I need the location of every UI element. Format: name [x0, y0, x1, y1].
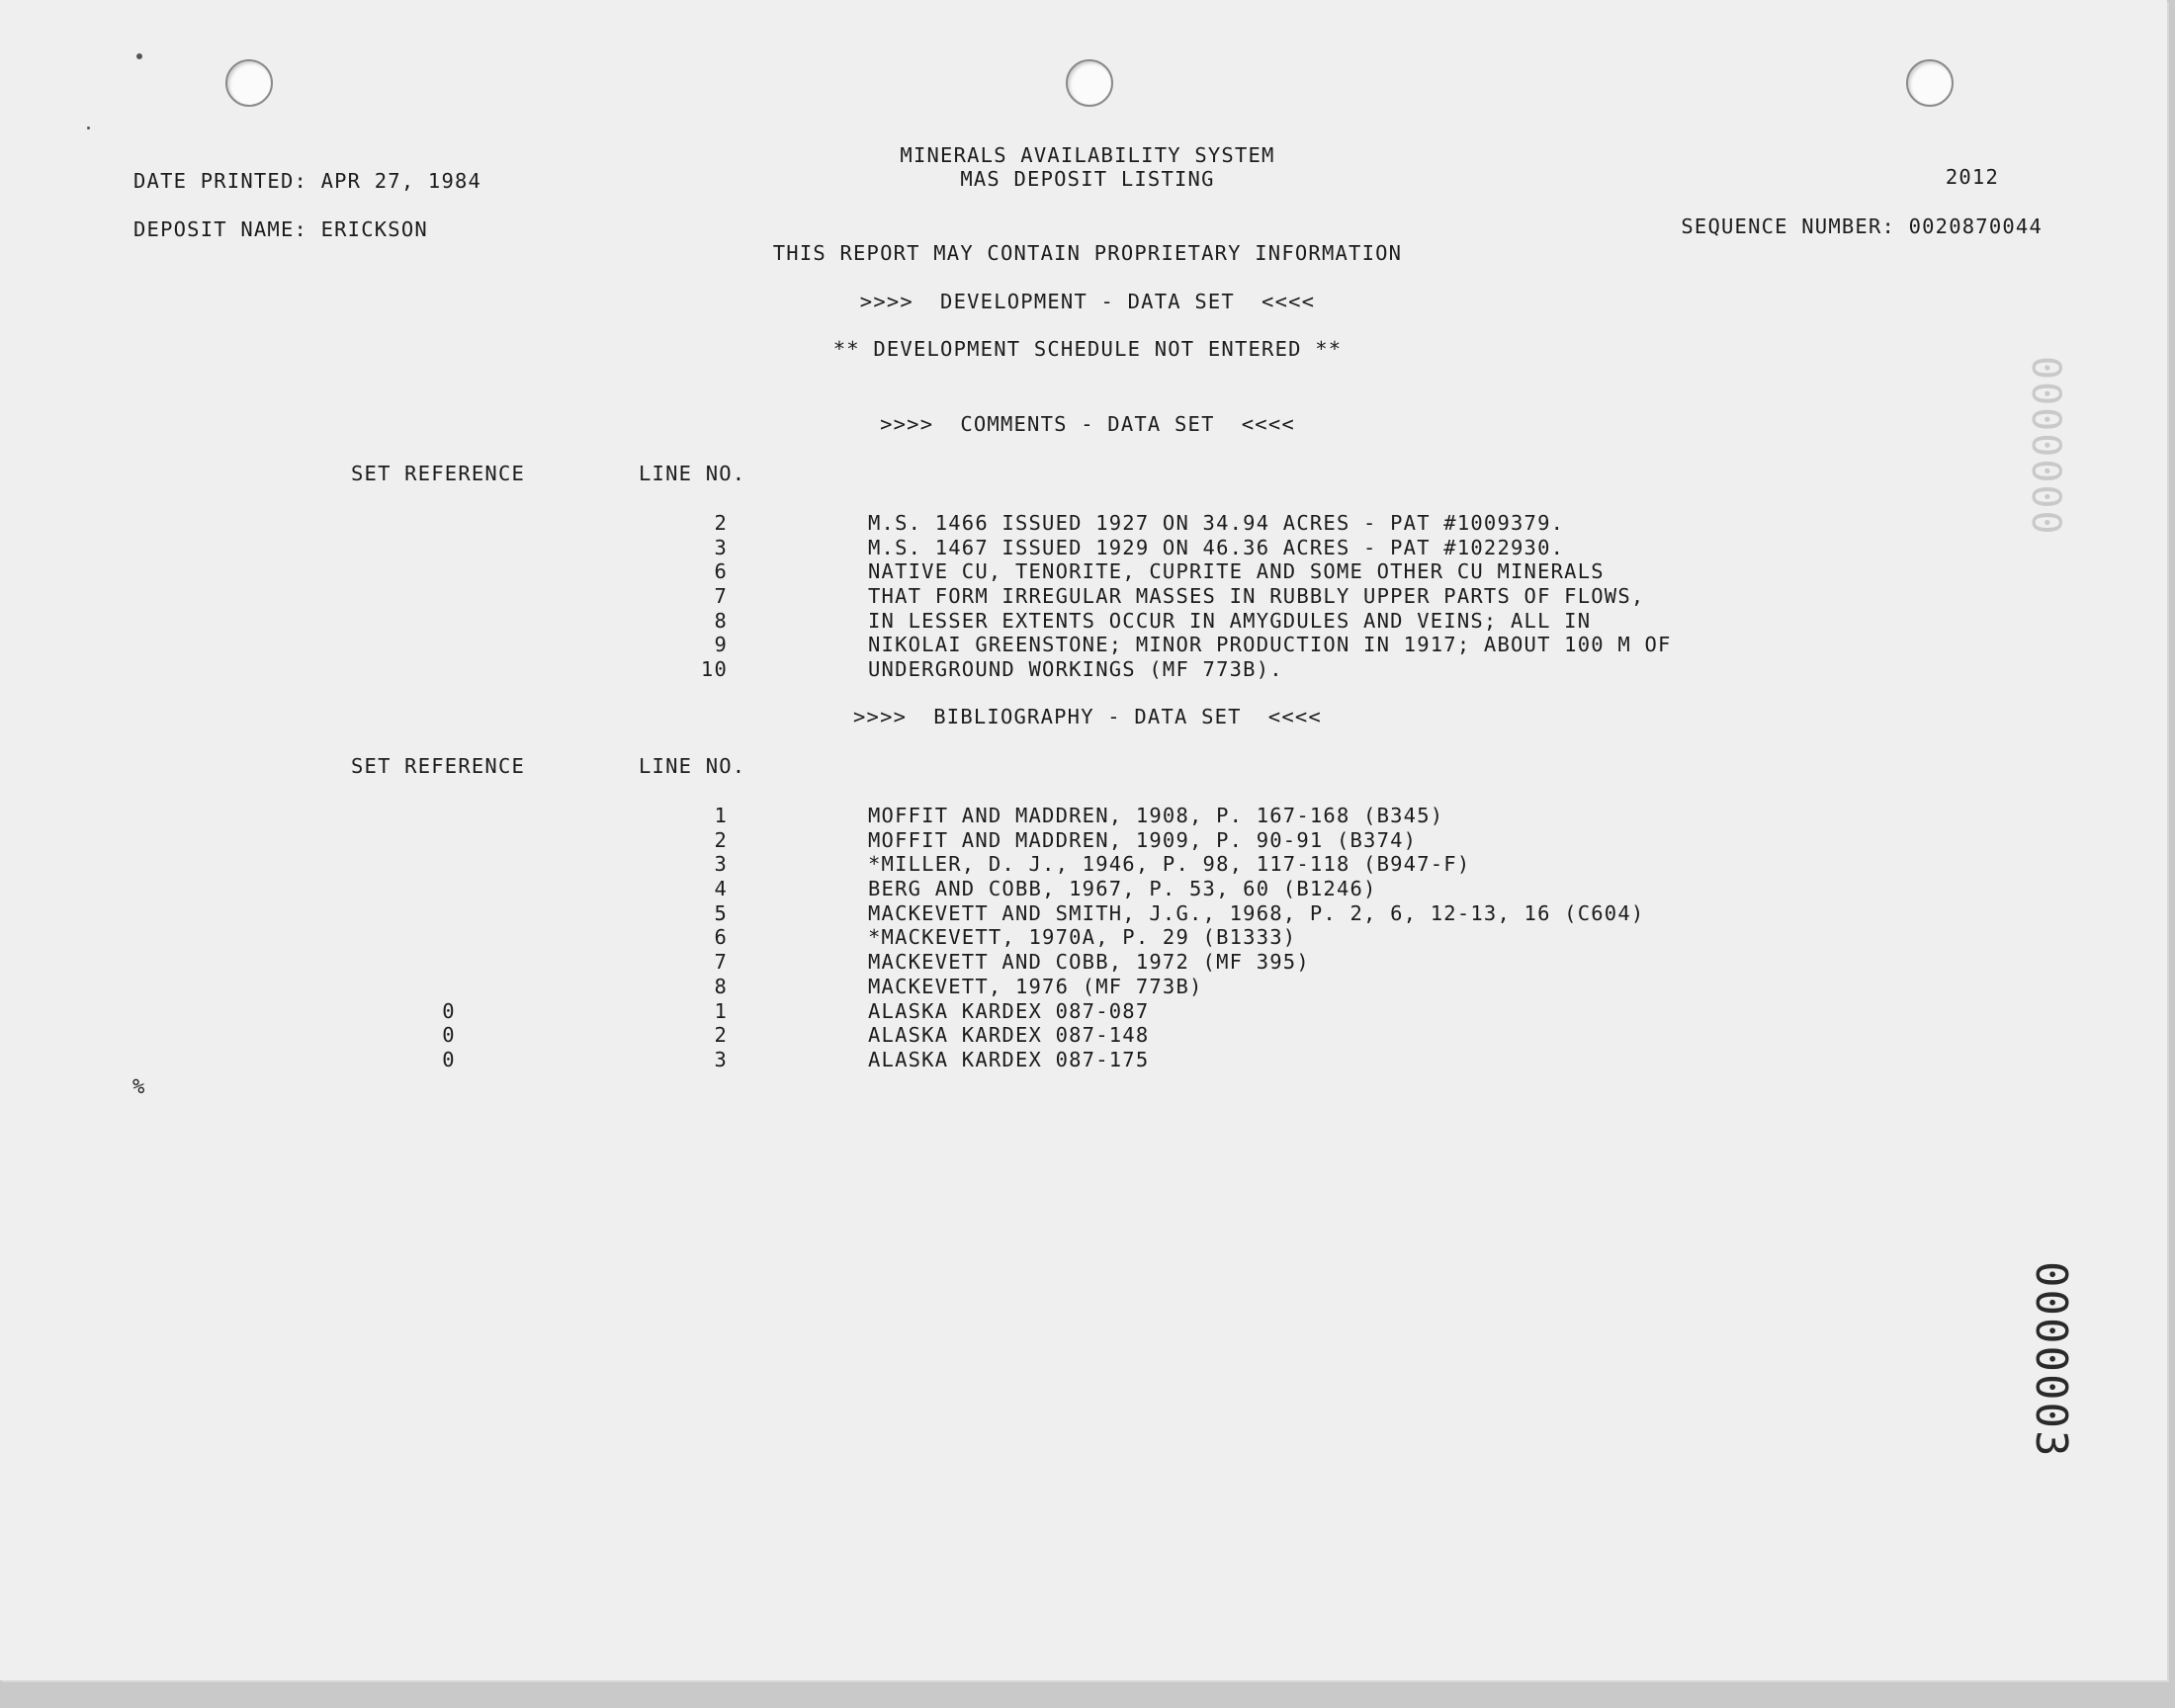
paper-speck — [87, 127, 90, 129]
entry-text-cell: BERG AND COBB, 1967, P. 53, 60 (B1246) — [868, 877, 1377, 901]
line-number-cell: 1 — [714, 998, 728, 1023]
set-reference-cell: 0 — [442, 998, 456, 1023]
table-row — [435, 511, 1819, 536]
table-row — [435, 925, 1819, 950]
bibliography-heading: >>>> BIBLIOGRAPHY - DATA SET <<<< — [853, 705, 1322, 728]
date-printed: DATE PRINTED: APR 27, 1984 — [133, 169, 482, 193]
punch-hole-center — [1066, 59, 1113, 107]
system-title: MINERALS AVAILABILITY SYSTEM — [900, 143, 1275, 167]
table-row — [435, 657, 1819, 682]
line-number-cell: 6 — [714, 925, 728, 950]
table-row — [435, 852, 1819, 877]
bibliography-col-set-reference: SET REFERENCE — [351, 754, 526, 778]
line-number-cell: 2 — [714, 827, 728, 852]
development-heading: >>>> DEVELOPMENT - DATA SET <<<< — [859, 290, 1316, 313]
table-row — [435, 1023, 1819, 1048]
table-row — [435, 999, 1819, 1024]
line-number-cell: 10 — [700, 657, 728, 682]
line-number-cell: 8 — [714, 974, 728, 998]
line-number-cell: 7 — [714, 950, 728, 975]
line-number-cell: 8 — [714, 608, 728, 633]
table-row — [435, 804, 1819, 828]
table-row — [435, 901, 1819, 926]
table-row — [435, 828, 1819, 853]
page-code: 2012 — [1945, 165, 1999, 189]
set-reference-cell: 0 — [442, 1023, 456, 1048]
entry-text-cell: ALASKA KARDEX 087-087 — [868, 998, 1150, 1023]
punch-hole-left — [225, 59, 273, 107]
development-note: ** DEVELOPMENT SCHEDULE NOT ENTERED ** — [832, 337, 1343, 361]
entry-text-cell: *MILLER, D. J., 1946, P. 98, 117-118 (B947-F) — [868, 852, 1471, 877]
proprietary-notice: THIS REPORT MAY CONTAIN PROPRIETARY INFORMATION — [772, 241, 1403, 265]
punch-hole-right — [1906, 59, 1954, 107]
line-number-cell: 2 — [714, 511, 728, 535]
entry-text-cell: UNDERGROUND WORKINGS (MF 773B). — [868, 657, 1283, 682]
set-reference-cell: 0 — [442, 1047, 456, 1071]
margin-stamp-lower: 0000003 — [2026, 1261, 2076, 1459]
footer-mark: % — [132, 1074, 146, 1098]
line-number-cell: 9 — [714, 633, 728, 657]
line-number-cell: 1 — [714, 804, 728, 827]
entry-text-cell: ALASKA KARDEX 087-175 — [868, 1047, 1150, 1071]
entry-text-cell: NATIVE CU, TENORITE, CUPRITE AND SOME OTHER CU MINERALS — [868, 559, 1605, 584]
line-number-cell: 4 — [714, 877, 728, 901]
line-number-cell: 3 — [714, 535, 728, 559]
entry-text-cell: MACKEVETT, 1976 (MF 773B) — [868, 974, 1203, 998]
bibliography-col-line-no: LINE NO. — [639, 754, 746, 778]
deposit-name: DEPOSIT NAME: ERICKSON — [133, 217, 428, 241]
sequence-number: SEQUENCE NUMBER: 0020870044 — [1681, 214, 2043, 238]
entry-text-cell: MOFFIT AND MADDREN, 1909, P. 90-91 (B374) — [868, 827, 1418, 852]
table-row — [435, 877, 1819, 901]
entry-text-cell: MACKEVETT AND COBB, 1972 (MF 395) — [868, 950, 1310, 975]
line-number-cell: 3 — [714, 1047, 728, 1071]
listing-title: MAS DEPOSIT LISTING — [960, 167, 1215, 191]
line-number-cell: 2 — [714, 1023, 728, 1048]
margin-stamp-upper: 0000000 — [2023, 356, 2068, 537]
table-row — [435, 559, 1819, 584]
comments-col-set-reference: SET REFERENCE — [351, 462, 526, 485]
line-number-cell: 6 — [714, 559, 728, 584]
entry-text-cell: THAT FORM IRREGULAR MASSES IN RUBBLY UPPER PARTS OF FLOWS, — [868, 584, 1645, 609]
table-row — [435, 633, 1819, 657]
comments-col-line-no: LINE NO. — [639, 462, 746, 485]
table-row — [435, 950, 1819, 975]
line-number-cell: 3 — [714, 852, 728, 877]
entry-text-cell: ALASKA KARDEX 087-148 — [868, 1023, 1150, 1048]
line-number-cell: 5 — [714, 900, 728, 925]
table-row — [435, 1048, 1819, 1072]
entry-text-cell: M.S. 1466 ISSUED 1927 ON 34.94 ACRES - PAT #1009379. — [868, 511, 1565, 535]
table-row — [435, 536, 1819, 560]
table-row — [435, 584, 1819, 609]
entry-text-cell: *MACKEVETT, 1970A, P. 29 (B1333) — [868, 925, 1297, 950]
entry-text-cell: MOFFIT AND MADDREN, 1908, P. 167-168 (B345) — [868, 804, 1444, 827]
paper-speck — [136, 53, 142, 59]
entry-text-cell: M.S. 1467 ISSUED 1929 ON 46.36 ACRES - PAT #1022930. — [868, 535, 1565, 559]
table-row — [435, 975, 1819, 999]
line-number-cell: 7 — [714, 584, 728, 609]
table-row — [435, 609, 1819, 634]
comments-heading: >>>> COMMENTS - DATA SET <<<< — [880, 412, 1295, 436]
entry-text-cell: IN LESSER EXTENTS OCCUR IN AMYGDULES AND VEINS; ALL IN — [868, 608, 1592, 633]
entry-text-cell: NIKOLAI GREENSTONE; MINOR PRODUCTION IN 1917; ABOUT 100 M OF — [868, 633, 1672, 657]
entry-text-cell: MACKEVETT AND SMITH, J.G., 1968, P. 2, 6, 12-13, 16 (C604) — [868, 900, 1645, 925]
bibliography-table — [435, 804, 1819, 1072]
comments-table — [435, 511, 1819, 682]
